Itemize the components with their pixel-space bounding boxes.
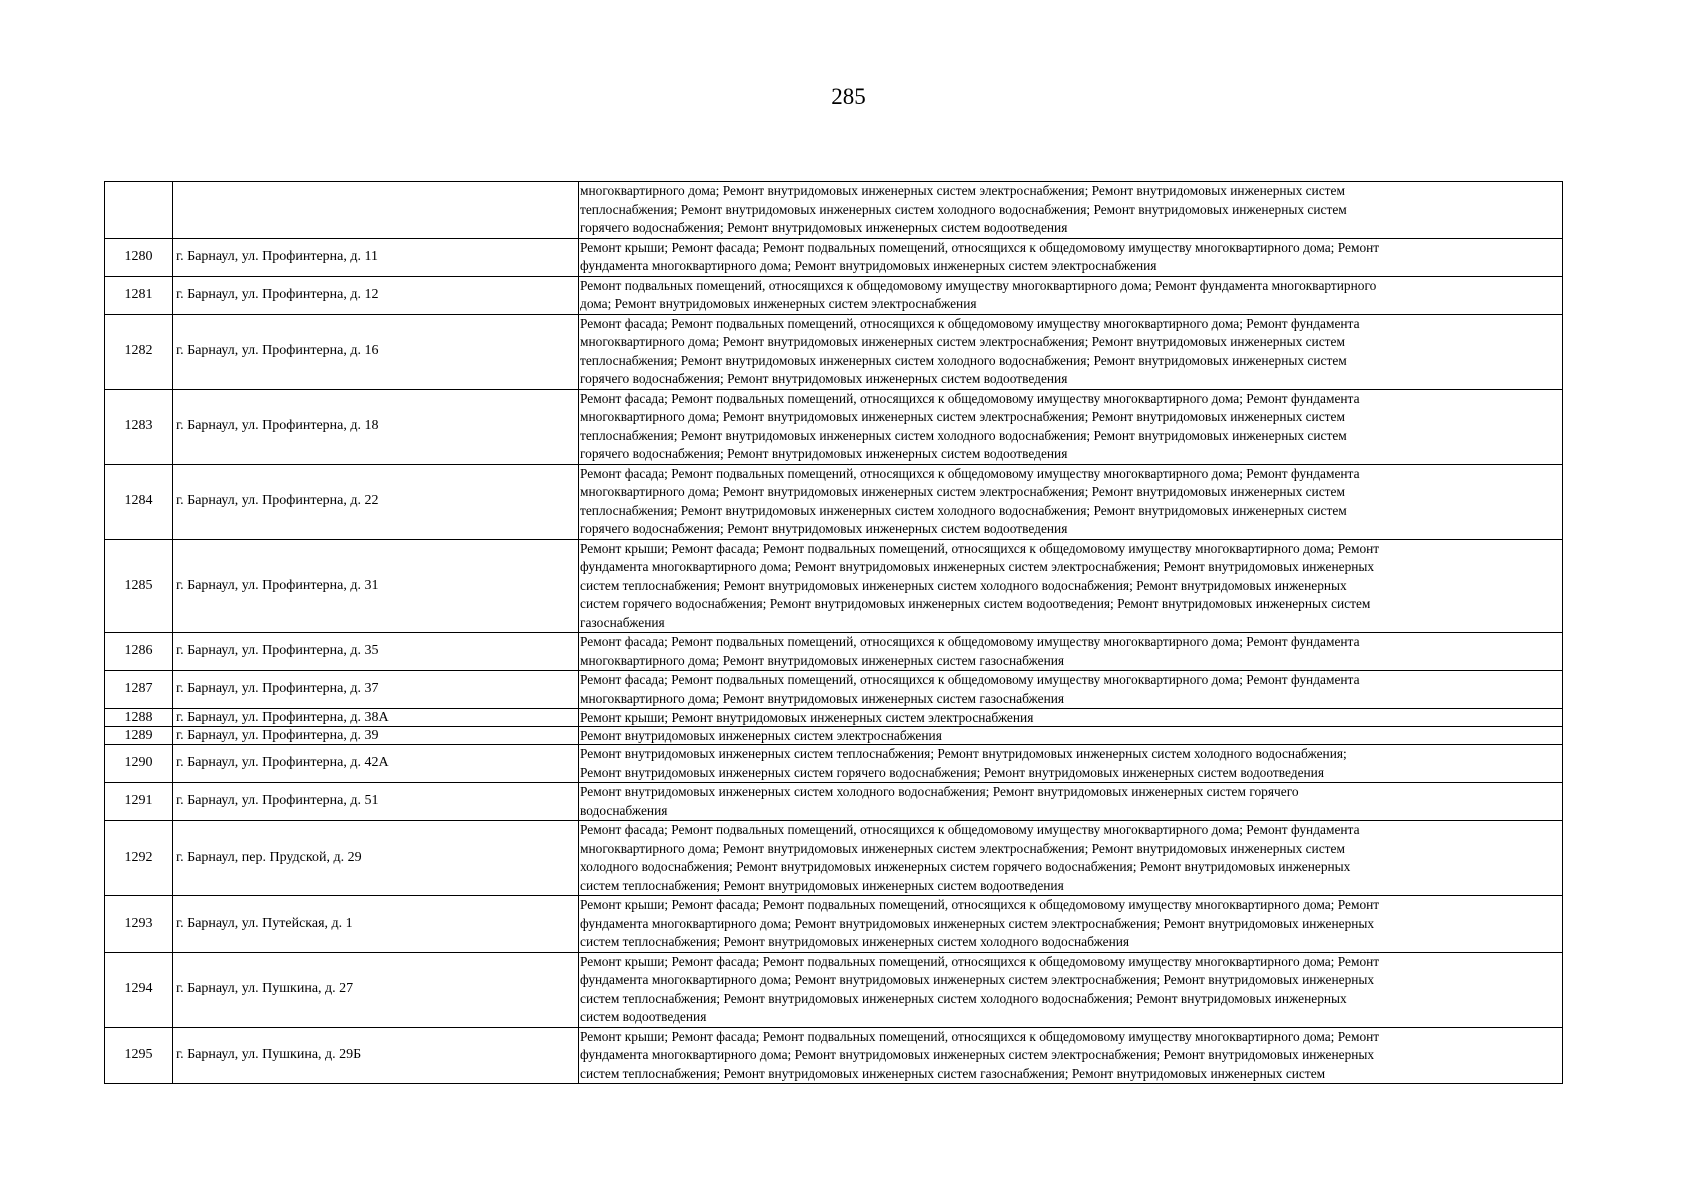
- table-row: [105, 633, 1563, 671]
- works-line: горячего водоснабжения; Ремонт внутридомовых инженерных систем водоотведения: [580, 521, 1068, 536]
- works-line: систем водоотведения: [580, 1009, 707, 1024]
- works-line: систем теплоснабжения; Ремонт внутридомовых инженерных систем холодного водоснабжения; Ремонт внутридомовых инженерных: [580, 990, 1347, 1006]
- works-line: систем теплоснабжения; Ремонт внутридомовых инженерных систем холодного водоснабжения; Ремонт внутридомовых инженерных: [580, 577, 1347, 593]
- works-line: систем горячего водоснабжения; Ремонт внутридомовых инженерных систем водоотведения; Ремонт внутридомовых инженерных систем: [580, 596, 1371, 611]
- works-cell: [579, 727, 1563, 745]
- address-cell: г. Барнаул, ул. Пушкина, д. 27: [173, 952, 579, 1027]
- table-row: [105, 539, 1563, 633]
- works-line: газоснабжения: [580, 614, 665, 630]
- works-line: многоквартирного дома; Ремонт внутридомовых инженерных систем электроснабжения; Ремонт внутридомовых инженерных систем: [580, 334, 1345, 349]
- works-cell: [579, 952, 1563, 1027]
- works-cell: [579, 633, 1563, 671]
- works-line: Ремонт фасада; Ремонт подвальных помещений, относящихся к общедомовому имуществу многоквартирного дома; Ремонт фундамента: [580, 672, 1360, 687]
- works-line: Ремонт подвальных помещений, относящихся к общедомовому имуществу многоквартирного дома; Ремонт фундамента многоквартирного: [580, 277, 1377, 293]
- address-cell: г. Барнаул, ул. Профинтерна, д. 39: [173, 727, 579, 745]
- row-number-cell: 1280: [105, 238, 173, 276]
- address-cell: г. Барнаул, ул. Профинтерна, д. 51: [173, 783, 579, 821]
- works-line: Ремонт крыши; Ремонт внутридомовых инженерных систем электроснабжения: [580, 710, 1034, 725]
- row-number-cell: 1285: [105, 539, 173, 633]
- table-row: [105, 182, 1563, 239]
- table-row: [105, 314, 1563, 389]
- works-line: Ремонт внутридомовых инженерных систем теплоснабжения; Ремонт внутридомовых инженерных систем холодного водоснабжения;: [580, 746, 1347, 761]
- row-number-cell: 1284: [105, 464, 173, 539]
- row-number-cell: 1290: [105, 745, 173, 783]
- address-cell: г. Барнаул, ул. Профинтерна, д. 18: [173, 389, 579, 464]
- table-row: [105, 821, 1563, 896]
- works-line: горячего водоснабжения; Ремонт внутридомовых инженерных систем водоотведения: [580, 371, 1068, 386]
- works-line: горячего водоснабжения; Ремонт внутридомовых инженерных систем водоотведения: [580, 446, 1068, 461]
- works-cell: [579, 238, 1563, 276]
- address-cell: г. Барнаул, ул. Профинтерна, д. 22: [173, 464, 579, 539]
- row-number-cell: 1287: [105, 671, 173, 709]
- row-number-cell: 1283: [105, 389, 173, 464]
- register-table-body: [105, 182, 1563, 1084]
- address-cell: г. Барнаул, ул. Профинтерна, д. 38А: [173, 709, 579, 727]
- works-line: Ремонт крыши; Ремонт фасада; Ремонт подвальных помещений, относящихся к общедомовому имуществу многоквартирного дома; Ремонт: [580, 953, 1380, 969]
- works-line: систем теплоснабжения; Ремонт внутридомовых инженерных систем водоотведения: [580, 877, 1064, 893]
- works-line: многоквартирного дома; Ремонт внутридомовых инженерных систем газоснабжения: [580, 652, 1065, 668]
- address-cell: г. Барнаул, ул. Профинтерна, д. 31: [173, 539, 579, 633]
- works-line: теплоснабжения; Ремонт внутридомовых инженерных систем холодного водоснабжения; Ремонт внутридомовых инженерных систем: [580, 427, 1347, 443]
- works-line: многоквартирного дома; Ремонт внутридомовых инженерных систем электроснабжения; Ремонт внутридомовых инженерных систем: [580, 183, 1345, 198]
- register-table: [104, 181, 1563, 1084]
- works-line: теплоснабжения; Ремонт внутридомовых инженерных систем холодного водоснабжения; Ремонт внутридомовых инженерных систем: [580, 201, 1347, 217]
- works-line: Ремонт внутридомовых инженерных систем электроснабжения: [580, 728, 942, 743]
- works-line: многоквартирного дома; Ремонт внутридомовых инженерных систем электроснабжения; Ремонт внутридомовых инженерных систем: [580, 840, 1345, 856]
- row-number-cell: 1294: [105, 952, 173, 1027]
- table-row: [105, 952, 1563, 1027]
- row-number-cell: 1292: [105, 821, 173, 896]
- works-line: фундамента многоквартирного дома; Ремонт внутридомовых инженерных систем электроснабжения; Ремонт внутридомовых инженерных: [580, 1047, 1375, 1062]
- works-line: Ремонт крыши; Ремонт фасада; Ремонт подвальных помещений, относящихся к общедомовому имуществу многоквартирного дома; Ремонт: [580, 897, 1380, 912]
- works-line: фундамента многоквартирного дома; Ремонт внутридомовых инженерных систем электроснабжения; Ремонт внутридомовых инженерных: [580, 559, 1375, 574]
- works-line: Ремонт фасада; Ремонт подвальных помещений, относящихся к общедомовому имуществу многоквартирного дома; Ремонт фундамента: [580, 465, 1360, 481]
- table-row: [105, 745, 1563, 783]
- works-line: многоквартирного дома; Ремонт внутридомовых инженерных систем электроснабжения; Ремонт внутридомовых инженерных систем: [580, 409, 1345, 424]
- row-number-cell: 1295: [105, 1027, 173, 1084]
- address-cell: г. Барнаул, ул. Профинтерна, д. 42А: [173, 745, 579, 783]
- works-line: многоквартирного дома; Ремонт внутридомовых инженерных систем электроснабжения; Ремонт внутридомовых инженерных систем: [580, 484, 1345, 499]
- table-row: [105, 389, 1563, 464]
- address-cell: г. Барнаул, ул. Профинтерна, д. 16: [173, 314, 579, 389]
- works-line: Ремонт внутридомовых инженерных систем горячего водоснабжения; Ремонт внутридомовых инженерных систем водоотведения: [580, 764, 1325, 780]
- works-line: систем теплоснабжения; Ремонт внутридомовых инженерных систем холодного водоснабжения: [580, 934, 1130, 949]
- works-cell: [579, 821, 1563, 896]
- table-row: [105, 276, 1563, 314]
- works-cell: [579, 182, 1563, 239]
- works-line: фундамента многоквартирного дома; Ремонт внутридомовых инженерных систем электроснабжения: [580, 258, 1157, 273]
- address-cell: г. Барнаул, ул. Путейская, д. 1: [173, 896, 579, 953]
- table-row: [105, 783, 1563, 821]
- works-line: Ремонт крыши; Ремонт фасада; Ремонт подвальных помещений, относящихся к общедомовому имуществу многоквартирного дома; Ремонт: [580, 239, 1380, 255]
- works-line: водоснабжения: [580, 802, 668, 818]
- address-cell: г. Барнаул, ул. Профинтерна, д. 35: [173, 633, 579, 671]
- works-cell: [579, 464, 1563, 539]
- row-number-cell: 1291: [105, 783, 173, 821]
- row-number-cell: 1293: [105, 896, 173, 953]
- table-row: [105, 896, 1563, 953]
- works-cell: [579, 276, 1563, 314]
- works-cell: [579, 539, 1563, 633]
- works-line: фундамента многоквартирного дома; Ремонт внутридомовых инженерных систем электроснабжения; Ремонт внутридомовых инженерных: [580, 972, 1375, 987]
- address-cell: [173, 182, 579, 239]
- works-line: холодного водоснабжения; Ремонт внутридомовых инженерных систем горячего водоснабжения; Ремонт внутридомовых инженерных: [580, 859, 1351, 874]
- works-line: Ремонт крыши; Ремонт фасада; Ремонт подвальных помещений, относящихся к общедомовому имуществу многоквартирного дома; Ремонт: [580, 1028, 1380, 1044]
- address-cell: г. Барнаул, ул. Профинтерна, д. 11: [173, 238, 579, 276]
- works-line: Ремонт фасада; Ремонт подвальных помещений, относящихся к общедомовому имуществу многоквартирного дома; Ремонт фундамента: [580, 315, 1360, 331]
- works-line: теплоснабжения; Ремонт внутридомовых инженерных систем холодного водоснабжения; Ремонт внутридомовых инженерных систем: [580, 502, 1347, 518]
- table-row: [105, 464, 1563, 539]
- table-row: [105, 671, 1563, 709]
- works-line: горячего водоснабжения; Ремонт внутридомовых инженерных систем водоотведения: [580, 220, 1068, 235]
- works-cell: [579, 671, 1563, 709]
- row-number-cell: 1281: [105, 276, 173, 314]
- works-cell: [579, 389, 1563, 464]
- works-line: теплоснабжения; Ремонт внутридомовых инженерных систем холодного водоснабжения; Ремонт внутридомовых инженерных систем: [580, 352, 1347, 368]
- works-line: Ремонт фасада; Ремонт подвальных помещений, относящихся к общедомовому имуществу многоквартирного дома; Ремонт фундамента: [580, 634, 1360, 649]
- works-cell: [579, 1027, 1563, 1084]
- row-number-cell: [105, 182, 173, 239]
- address-cell: г. Барнаул, ул. Профинтерна, д. 37: [173, 671, 579, 709]
- works-line: Ремонт фасада; Ремонт подвальных помещений, относящихся к общедомовому имуществу многоквартирного дома; Ремонт фундамента: [580, 390, 1360, 406]
- works-cell: [579, 896, 1563, 953]
- address-cell: г. Барнаул, пер. Прудской, д. 29: [173, 821, 579, 896]
- works-cell: [579, 745, 1563, 783]
- works-line: дома; Ремонт внутридомовых инженерных систем электроснабжения: [580, 296, 977, 311]
- works-line: Ремонт фасада; Ремонт подвальных помещений, относящихся к общедомовому имуществу многоквартирного дома; Ремонт фундамента: [580, 822, 1360, 837]
- table-row: [105, 238, 1563, 276]
- page-number: 285: [831, 84, 866, 109]
- row-number-cell: 1289: [105, 727, 173, 745]
- table-row: [105, 1027, 1563, 1084]
- row-number-cell: 1282: [105, 314, 173, 389]
- works-cell: [579, 783, 1563, 821]
- table-row: [105, 727, 1563, 745]
- address-cell: г. Барнаул, ул. Профинтерна, д. 12: [173, 276, 579, 314]
- works-line: систем теплоснабжения; Ремонт внутридомовых инженерных систем газоснабжения; Ремонт внутридомовых инженерных систем: [580, 1065, 1326, 1081]
- works-line: Ремонт внутридомовых инженерных систем холодного водоснабжения; Ремонт внутридомовых инженерных систем горячего: [580, 784, 1299, 799]
- row-number-cell: 1288: [105, 709, 173, 727]
- works-line: многоквартирного дома; Ремонт внутридомовых инженерных систем газоснабжения: [580, 690, 1065, 706]
- address-cell: г. Барнаул, ул. Пушкина, д. 29Б: [173, 1027, 579, 1084]
- works-line: Ремонт крыши; Ремонт фасада; Ремонт подвальных помещений, относящихся к общедомовому имуществу многоквартирного дома; Ремонт: [580, 540, 1380, 556]
- row-number-cell: 1286: [105, 633, 173, 671]
- works-cell: [579, 709, 1563, 727]
- works-line: фундамента многоквартирного дома; Ремонт внутридомовых инженерных систем электроснабжения; Ремонт внутридомовых инженерных: [580, 915, 1375, 931]
- works-cell: [579, 314, 1563, 389]
- table-row: [105, 709, 1563, 727]
